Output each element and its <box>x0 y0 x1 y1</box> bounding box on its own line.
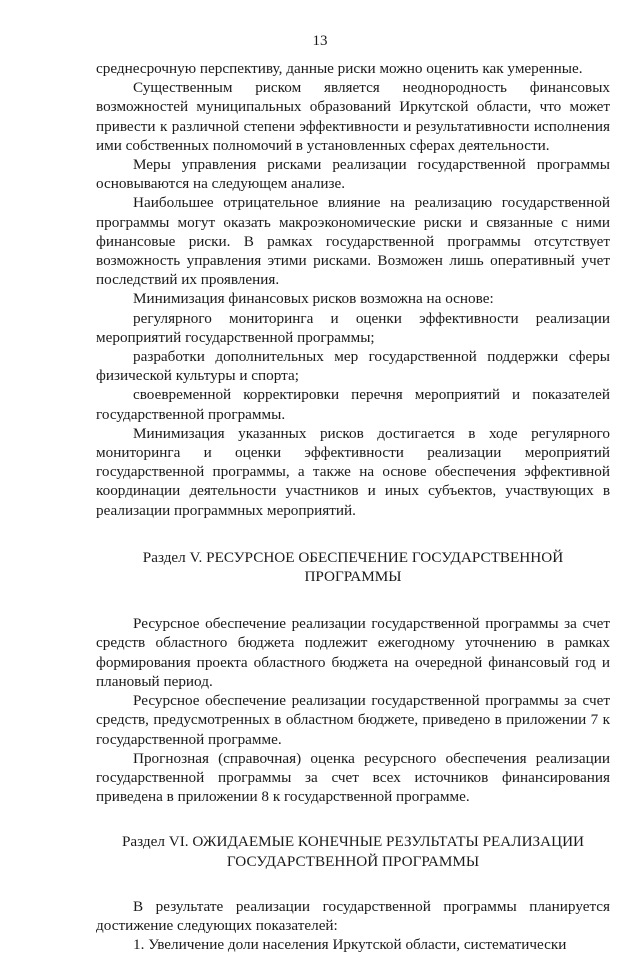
paragraph-regional-budget: Ресурсное обеспечение реализации государственной программы за счет средств областного бюджета подлежит ежегодному уточнению в рамках формирования проекта областного бюджета на очередной финансовый год и плановый период. <box>96 615 610 690</box>
paragraph-minimization-basis: Минимизация финансовых рисков возможна на основе: <box>133 290 494 308</box>
section-heading-line: ГОСУДАРСТВЕННОЙ ПРОГРАММЫ <box>226 852 480 870</box>
paragraph-risk-management: Меры управления рисками реализации государственной программы основываются на следующем анализе. <box>96 156 610 193</box>
section-heading-line: ПРОГРАММЫ <box>304 568 402 586</box>
paragraph-expected-indicators: В результате реализации государственной программы планируется достижение следующих показателей: <box>96 897 610 934</box>
paragraph-additional-measures: разработки дополнительных мер государственной поддержки сферы физической культуры и спорта; <box>96 348 610 385</box>
page-number: 13 <box>312 33 328 49</box>
paragraph-minimization-achieved: Минимизация указанных рисков достигается в ходе регулярного мониторинга и оценки эффективности реализации мероприятий государственной программы, а также на основе обеспечения эффективной координации деятельности участников и иных субъектов, участвующих в реализации программных мероприятий. <box>96 424 610 519</box>
section-heading-line: Раздел VI. ОЖИДАЕМЫЕ КОНЕЧНЫЕ РЕЗУЛЬТАТЫ РЕАЛИЗАЦИИ <box>121 833 585 851</box>
paragraph-timely-adjustment: своевременной корректировки перечня мероприятий и показателей государственной программы. <box>96 386 610 423</box>
paragraph-appendix-7: Ресурсное обеспечение реализации государственной программы за счет средств, предусмотренных в областном бюджете, приведено в приложении 7 к государственной программе. <box>96 692 610 748</box>
paragraph-indicator-1: 1. Увеличение доли населения Иркутской области, систематически <box>133 936 567 954</box>
document-body <box>96 59 610 954</box>
paragraph-monitoring: регулярного мониторинга и оценки эффективности реализации мероприятий государственной программы; <box>96 309 610 346</box>
paragraph-heterogeneity-risk: Существенным риском является неоднородность финансовых возможностей муниципальных образований Иркутской области, что может привести к различной степени эффективности и результативности исполнения ими собственных полномочий в установленных сферах деятельности. <box>96 79 610 154</box>
paragraph-appendix-8: Прогнозная (справочная) оценка ресурсного обеспечения реализации государственной программы за счет всех источников финансирования приведена в приложении 8 к государственной программе. <box>96 749 610 806</box>
section-heading-resources <box>96 548 610 586</box>
paragraph-macro-risks: Наибольшее отрицательное влияние на реализацию государственной программы могут оказать макроэкономические риски и связанные с ними финансовые риски. В рамках государственной программы отсутствует возможность управления этими рисками. Возможен лишь оперативный учет последствий их проявления. <box>96 194 610 289</box>
section-heading-results <box>96 832 610 870</box>
paragraph-continuation: среднесрочную перспективу, данные риски можно оценить как умеренные. <box>96 60 583 77</box>
section-heading-line: Раздел V. РЕСУРСНОЕ ОБЕСПЕЧЕНИЕ ГОСУДАРСТВЕННОЙ <box>142 548 564 566</box>
